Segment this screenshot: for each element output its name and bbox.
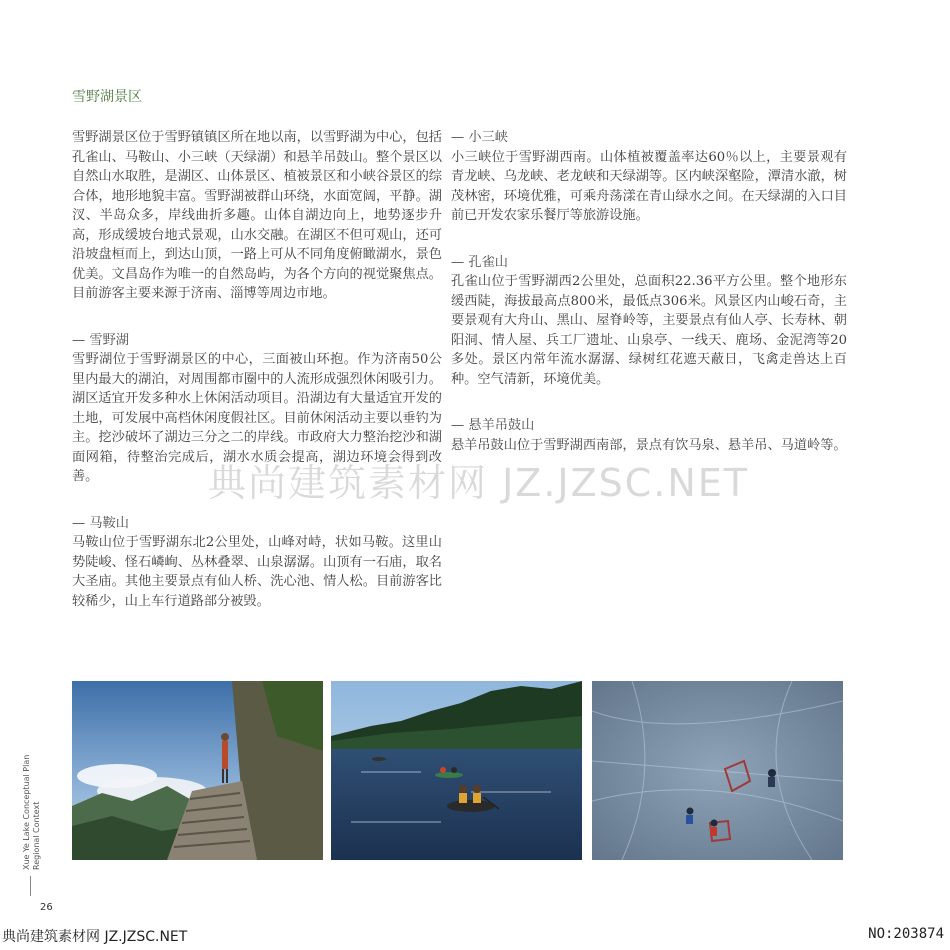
side-label-line: Regional Context — [32, 801, 41, 870]
section-heading: — 马鞍山 — [72, 515, 129, 531]
page-number: 26 — [40, 902, 53, 913]
photo-ice-hockey — [592, 681, 843, 860]
photo-mountain-stairs — [72, 681, 323, 860]
photo-lake-canoes — [331, 681, 582, 860]
section-body: 悬羊吊鼓山位于雪野湖西南部，景点有饮马泉、悬羊吊、马道岭等。 — [451, 437, 847, 453]
page-title: 雪野湖景区 — [72, 89, 142, 105]
footer-source: 典尚建筑素材网 JZ.JZSC.NET — [2, 929, 188, 945]
footer-id: NO:203874 — [868, 926, 944, 942]
left-column — [72, 128, 442, 638]
section-xiaosanxia — [451, 128, 847, 226]
section-heading: — 悬羊吊鼓山 — [451, 418, 535, 433]
section-heading: — 雪野湖 — [72, 332, 129, 348]
section-body: 孔雀山位于雪野湖西2公里处，总面积22.36平方公里。整个地形东缓西陡，海拔最高点800米，最低点306米。风景区内山峻石奇，主要景观有大舟山、黑山、屋脊岭等，主要景点有仙人亭、长寿林、朝阳洞、情人屋、兵工厂遗址、山泉亭、一线天、鹿场、金泥湾等20多处。景区内常年流水潺潺、绿树红花遮天蔽日，飞禽走兽达上百种。空气清新，环境优美。 — [451, 274, 847, 387]
section-kongque-mountain — [451, 253, 847, 390]
right-column — [451, 128, 847, 482]
section-heading: — 小三峡 — [451, 130, 508, 145]
side-label-line: Xue Ye Lake Conceptual Plan — [22, 754, 31, 870]
section-body: 小三峡位于雪野湖西南。山体植被覆盖率达60％以上，主要景观有青龙峡、乌龙峡、老龙峡和天绿湖等。区内峡深壑险，潭清水澈，树茂林密，环境优雅，可乘舟荡漾在青山绿水之间。在天绿湖的入口目前已开发农家乐餐厅等旅游设施。 — [451, 149, 847, 223]
side-label — [22, 755, 42, 870]
watermark: 典尚建筑素材网 JZ.JZSC.NET — [208, 461, 750, 505]
intro-paragraph: 雪野湖景区位于雪野镇镇区所在地以南，以雪野湖为中心，包括孔雀山、马鞍山、小三峡（天绿湖）和悬羊吊鼓山。整个景区以自然山水取胜，是湖区、山体景区、植被景区和小峡谷景区的综合体，地形地貌丰富。雪野湖被群山环绕，水面宽阔，平静。湖汊、半岛众多，岸线曲折多趣。山体自湖边向上，地势逐步升高，形成缓坡台地式景观，山水交融。在湖区不但可观山，还可沿坡盘桓而上，到达山顶，一路上可从不同角度俯瞰湖水，景色优美。文昌岛作为唯一的自然岛屿，为各个方向的视觉聚焦点。目前游客主要来源于济南、淄博等周边市地。 — [72, 130, 442, 301]
section-maan-mountain — [72, 514, 442, 612]
section-heading: — 孔雀山 — [451, 254, 508, 270]
side-divider — [30, 876, 31, 896]
section-xuanyangdiaogu-mountain — [451, 416, 847, 455]
section-body: 雪野湖位于雪野湖景区的中心，三面被山环抱。作为济南50公里内最大的湖泊，对周围都市圈中的人流形成强烈休闲吸引力。湖区适宜开发多种水上休闲活动项目。沿湖边有大量适宜开发的土地，可发展中高档休闲度假社区。目前休闲活动主要以垂钓为主。挖沙破坏了湖边三分之二的岸线。市政府大力整治挖沙和湖面网箱，待整治完成后，湖水水质会提高，湖边环境会得到改善。 — [72, 352, 442, 484]
section-body: 马鞍山位于雪野湖东北2公里处，山峰对峙，状如马鞍。这里山势陡峻、怪石嶙峋、丛林叠翠、山泉潺潺。山顶有一石庙，取名大圣庙。其他主要景点有仙人桥、洗心池、情人松。目前游客比较稀少，山上车行道路部分被毁。 — [72, 535, 442, 609]
